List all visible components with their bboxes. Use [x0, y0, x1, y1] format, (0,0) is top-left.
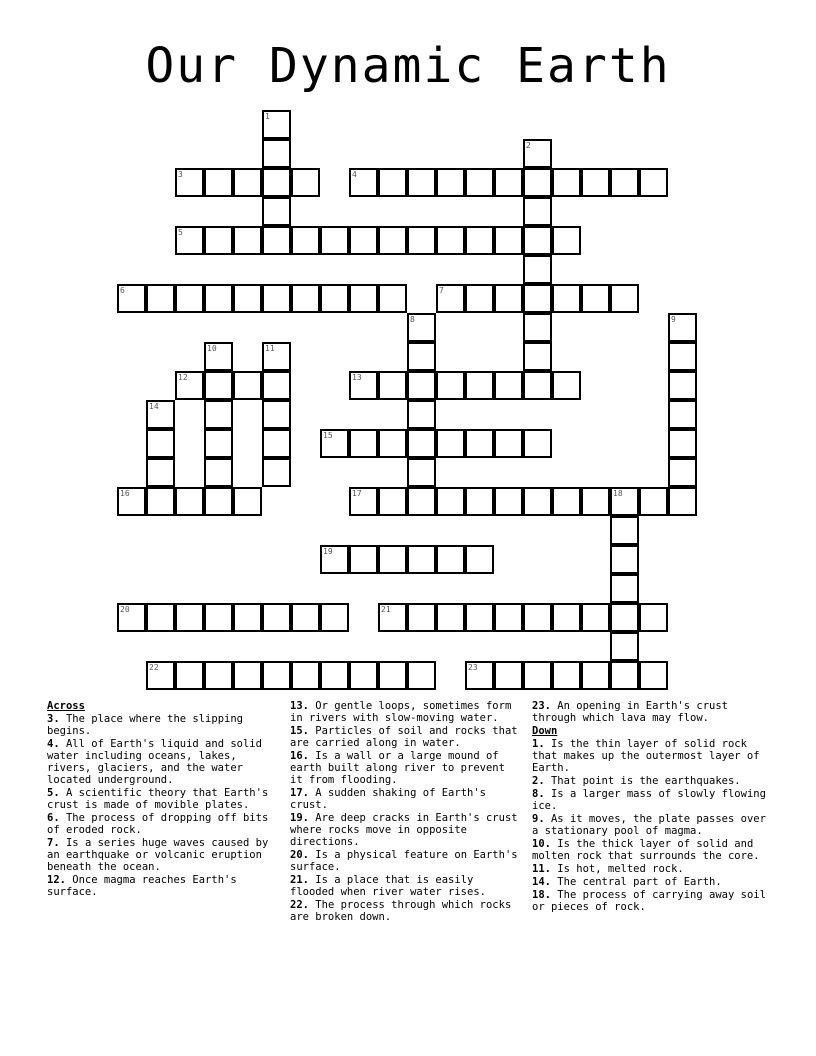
grid-cell[interactable]	[523, 429, 552, 458]
grid-cell[interactable]	[581, 603, 610, 632]
clue-down-11: 11. Is hot, melted rock.	[532, 863, 684, 875]
clue-across-17: 17. A sudden shaking of Earth's crust.	[290, 787, 486, 811]
grid-cell[interactable]	[117, 284, 146, 313]
grid-cell[interactable]	[378, 371, 407, 400]
grid-cell[interactable]	[552, 284, 581, 313]
cell-number: 1	[265, 112, 270, 121]
grid-cell[interactable]	[552, 603, 581, 632]
grid-cell[interactable]	[407, 371, 436, 400]
grid-cell[interactable]	[465, 168, 494, 197]
cell-number: 2	[526, 141, 531, 150]
clue-across-3: 3. The place where the slipping begins.	[47, 713, 243, 737]
clue-down-18: 18. The process of carrying away soil or pieces of rock.	[532, 889, 766, 913]
cell-number: 23	[468, 663, 478, 672]
grid-cell[interactable]	[494, 168, 523, 197]
grid-cell[interactable]	[175, 371, 204, 400]
cell-number: 19	[323, 547, 333, 556]
grid-cell[interactable]	[581, 487, 610, 516]
grid-cell[interactable]	[407, 487, 436, 516]
clues-column-2	[290, 700, 522, 924]
grid-cell[interactable]	[262, 168, 291, 197]
grid-cell[interactable]	[610, 632, 639, 661]
grid-cell[interactable]	[204, 487, 233, 516]
grid-cell[interactable]	[320, 661, 349, 690]
grid-cell[interactable]	[291, 226, 320, 255]
grid-cell[interactable]	[204, 168, 233, 197]
clue-down-2: 2. That point is the earthquakes.	[532, 775, 741, 787]
cell-number: 12	[178, 373, 188, 382]
grid-cell[interactable]	[465, 226, 494, 255]
grid-cell[interactable]	[378, 226, 407, 255]
grid-cell[interactable]	[407, 313, 436, 342]
cell-number: 15	[323, 431, 333, 440]
grid-cell[interactable]	[523, 139, 552, 168]
grid-cell[interactable]	[668, 429, 697, 458]
grid-cell[interactable]	[204, 371, 233, 400]
clue-across-23: 23. An opening in Earth's crust through which lava may flow.	[532, 700, 728, 724]
grid-cell[interactable]	[146, 429, 175, 458]
cell-number: 7	[439, 286, 444, 295]
grid-cell[interactable]	[204, 429, 233, 458]
grid-cell[interactable]	[146, 400, 175, 429]
cell-number: 9	[671, 315, 676, 324]
grid-cell[interactable]	[436, 226, 465, 255]
grid-cell[interactable]	[407, 458, 436, 487]
grid-cell[interactable]	[407, 429, 436, 458]
grid-cell[interactable]	[146, 487, 175, 516]
grid-cell[interactable]	[204, 284, 233, 313]
grid-cell[interactable]	[407, 168, 436, 197]
grid-cell[interactable]	[639, 661, 668, 690]
grid-cell[interactable]	[320, 603, 349, 632]
grid-cell[interactable]	[581, 168, 610, 197]
grid-cell[interactable]	[262, 139, 291, 168]
grid-cell[interactable]	[610, 168, 639, 197]
grid-cell[interactable]	[494, 661, 523, 690]
cell-number: 3	[178, 170, 183, 179]
grid-cell[interactable]	[523, 603, 552, 632]
grid-cell[interactable]	[175, 284, 204, 313]
grid-cell[interactable]	[262, 226, 291, 255]
grid-cell[interactable]	[494, 487, 523, 516]
grid-cell[interactable]	[465, 371, 494, 400]
clue-down-8: 8. Is a larger mass of slowly flowing ice.	[532, 788, 766, 812]
grid-cell[interactable]	[610, 284, 639, 313]
grid-cell[interactable]	[175, 168, 204, 197]
grid-cell[interactable]	[146, 458, 175, 487]
grid-cell[interactable]	[349, 168, 378, 197]
grid-cell[interactable]	[262, 400, 291, 429]
grid-cell[interactable]	[639, 487, 668, 516]
grid-cell[interactable]	[204, 603, 233, 632]
grid-cell[interactable]	[523, 226, 552, 255]
cell-number: 16	[120, 489, 130, 498]
grid-cell[interactable]	[610, 603, 639, 632]
clue-across-22: 22. The process through which rocks are broken down.	[290, 899, 512, 923]
grid-cell[interactable]	[204, 342, 233, 371]
grid-cell[interactable]	[494, 284, 523, 313]
grid-cell[interactable]	[552, 487, 581, 516]
grid-cell[interactable]	[436, 545, 465, 574]
grid-cell[interactable]	[465, 603, 494, 632]
grid-cell[interactable]	[262, 371, 291, 400]
grid-cell[interactable]	[610, 516, 639, 545]
grid-cell[interactable]	[610, 487, 639, 516]
cell-number: 22	[149, 663, 159, 672]
clue-across-4: 4. All of Earth's liquid and solid water including oceans, lakes, rivers, glaciers, and the water located underground.	[47, 738, 262, 786]
grid-cell[interactable]	[378, 429, 407, 458]
grid-cell[interactable]	[349, 371, 378, 400]
grid-cell[interactable]	[175, 661, 204, 690]
grid-cell[interactable]	[262, 110, 291, 139]
clue-across-13: 13. Or gentle loops, sometimes form in rivers with slow-moving water.	[290, 700, 512, 724]
grid-cell[interactable]	[407, 661, 436, 690]
grid-cell[interactable]	[233, 226, 262, 255]
grid-cell[interactable]	[262, 284, 291, 313]
grid-cell[interactable]	[349, 226, 378, 255]
grid-cell[interactable]	[320, 545, 349, 574]
grid-cell[interactable]	[204, 400, 233, 429]
grid-cell[interactable]	[233, 661, 262, 690]
grid-cell[interactable]	[668, 342, 697, 371]
grid-cell[interactable]	[523, 284, 552, 313]
grid-cell[interactable]	[146, 661, 175, 690]
cell-number: 6	[120, 286, 125, 295]
grid-cell[interactable]	[523, 197, 552, 226]
grid-cell[interactable]	[581, 661, 610, 690]
cell-number: 11	[265, 344, 275, 353]
grid-cell[interactable]	[610, 574, 639, 603]
grid-cell[interactable]	[523, 168, 552, 197]
grid-cell[interactable]	[175, 487, 204, 516]
cell-number: 21	[381, 605, 391, 614]
grid-cell[interactable]	[581, 284, 610, 313]
grid-cell[interactable]	[291, 284, 320, 313]
grid-cell[interactable]	[668, 458, 697, 487]
grid-cell[interactable]	[552, 371, 581, 400]
grid-cell[interactable]	[436, 284, 465, 313]
grid-cell[interactable]	[233, 371, 262, 400]
grid-cell[interactable]	[639, 603, 668, 632]
clue-across-16: 16. Is a wall or a large mound of earth built along river to prevent it from flooding.	[290, 750, 505, 786]
grid-cell[interactable]	[262, 197, 291, 226]
grid-cell[interactable]	[349, 487, 378, 516]
clue-across-7: 7. Is a series huge waves caused by an earthquake or volcanic eruption beneath the ocean.	[47, 837, 269, 873]
grid-cell[interactable]	[175, 226, 204, 255]
grid-cell[interactable]	[494, 429, 523, 458]
grid-cell[interactable]	[262, 429, 291, 458]
grid-cell[interactable]	[494, 226, 523, 255]
grid-cell[interactable]	[146, 284, 175, 313]
cell-number: 20	[120, 605, 130, 614]
grid-cell[interactable]	[668, 400, 697, 429]
grid-cell[interactable]	[523, 487, 552, 516]
grid-cell[interactable]	[349, 545, 378, 574]
grid-cell[interactable]	[494, 603, 523, 632]
grid-cell[interactable]	[262, 603, 291, 632]
grid-cell[interactable]	[436, 429, 465, 458]
grid-cell[interactable]	[233, 487, 262, 516]
grid-cell[interactable]	[552, 168, 581, 197]
grid-cell[interactable]	[523, 313, 552, 342]
grid-cell[interactable]	[378, 661, 407, 690]
across-heading: Across	[47, 700, 85, 712]
grid-cell[interactable]	[262, 458, 291, 487]
grid-cell[interactable]	[233, 284, 262, 313]
grid-cell[interactable]	[407, 603, 436, 632]
cell-number: 8	[410, 315, 415, 324]
grid-cell[interactable]	[291, 168, 320, 197]
grid-cell[interactable]	[204, 226, 233, 255]
clue-down-10: 10. Is the thick layer of solid and molten rock that surrounds the core.	[532, 838, 760, 862]
grid-cell[interactable]	[378, 545, 407, 574]
clue-across-6: 6. The process of dropping off bits of eroded rock.	[47, 812, 269, 836]
grid-cell[interactable]	[552, 226, 581, 255]
cell-number: 5	[178, 228, 183, 237]
grid-cell[interactable]	[523, 371, 552, 400]
grid-cell[interactable]	[146, 603, 175, 632]
clues-column-3	[532, 700, 772, 914]
grid-cell[interactable]	[668, 371, 697, 400]
clue-across-15: 15. Particles of soil and rocks that are carried along in water.	[290, 725, 518, 749]
cell-number: 4	[352, 170, 357, 179]
grid-cell[interactable]	[610, 545, 639, 574]
grid-cell[interactable]	[407, 400, 436, 429]
grid-cell[interactable]	[465, 487, 494, 516]
grid-cell[interactable]	[552, 661, 581, 690]
clue-across-21: 21. Is a place that is easily flooded when river water rises.	[290, 874, 486, 898]
grid-cell[interactable]	[349, 284, 378, 313]
grid-cell[interactable]	[175, 603, 204, 632]
grid-cell[interactable]	[262, 661, 291, 690]
grid-cell[interactable]	[320, 429, 349, 458]
clue-down-9: 9. As it moves, the plate passes over a stationary pool of magma.	[532, 813, 766, 837]
grid-cell[interactable]	[291, 603, 320, 632]
grid-cell[interactable]	[465, 284, 494, 313]
cell-number: 13	[352, 373, 362, 382]
grid-cell[interactable]	[668, 313, 697, 342]
grid-cell[interactable]	[233, 603, 262, 632]
clue-down-1: 1. Is the thin layer of solid rock that makes up the outermost layer of Earth.	[532, 738, 760, 774]
grid-cell[interactable]	[378, 284, 407, 313]
grid-cell[interactable]	[465, 429, 494, 458]
grid-cell[interactable]	[291, 661, 320, 690]
grid-cell[interactable]	[407, 226, 436, 255]
clue-across-19: 19. Are deep cracks in Earth's crust where rocks move in opposite directions.	[290, 812, 518, 848]
grid-cell[interactable]	[378, 603, 407, 632]
cell-number: 17	[352, 489, 362, 498]
grid-cell[interactable]	[465, 545, 494, 574]
clues-column-1	[47, 700, 279, 899]
cell-number: 14	[149, 402, 159, 411]
grid-cell[interactable]	[349, 661, 378, 690]
grid-cell[interactable]	[117, 487, 146, 516]
grid-cell[interactable]	[320, 226, 349, 255]
grid-cell[interactable]	[262, 342, 291, 371]
grid-cell[interactable]	[523, 342, 552, 371]
grid-cell[interactable]	[407, 545, 436, 574]
grid-cell[interactable]	[349, 429, 378, 458]
grid-cell[interactable]	[204, 661, 233, 690]
grid-cell[interactable]	[378, 487, 407, 516]
grid-cell[interactable]	[436, 168, 465, 197]
grid-cell[interactable]	[378, 168, 407, 197]
grid-cell[interactable]	[436, 487, 465, 516]
clue-across-20: 20. Is a physical feature on Earth's surface.	[290, 849, 518, 873]
grid-cell[interactable]	[465, 661, 494, 690]
grid-cell[interactable]	[320, 284, 349, 313]
grid-cell[interactable]	[204, 458, 233, 487]
grid-cell[interactable]	[494, 371, 523, 400]
cell-number: 10	[207, 344, 217, 353]
page-title: Our Dynamic Earth	[145, 38, 671, 94]
clue-across-5: 5. A scientific theory that Earth's crust is made of movible plates.	[47, 787, 269, 811]
grid-cell[interactable]	[523, 255, 552, 284]
clue-across-12: 12. Once magma reaches Earth's surface.	[47, 874, 237, 898]
down-heading: Down	[532, 725, 558, 737]
clue-down-14: 14. The central part of Earth.	[532, 876, 722, 888]
grid-cell[interactable]	[233, 168, 262, 197]
grid-cell[interactable]	[610, 661, 639, 690]
grid-cell[interactable]	[639, 168, 668, 197]
grid-cell[interactable]	[668, 487, 697, 516]
cell-number: 18	[613, 489, 623, 498]
grid-cell[interactable]	[436, 603, 465, 632]
grid-cell[interactable]	[436, 371, 465, 400]
grid-cell[interactable]	[117, 603, 146, 632]
grid-cell[interactable]	[407, 342, 436, 371]
grid-cell[interactable]	[523, 661, 552, 690]
